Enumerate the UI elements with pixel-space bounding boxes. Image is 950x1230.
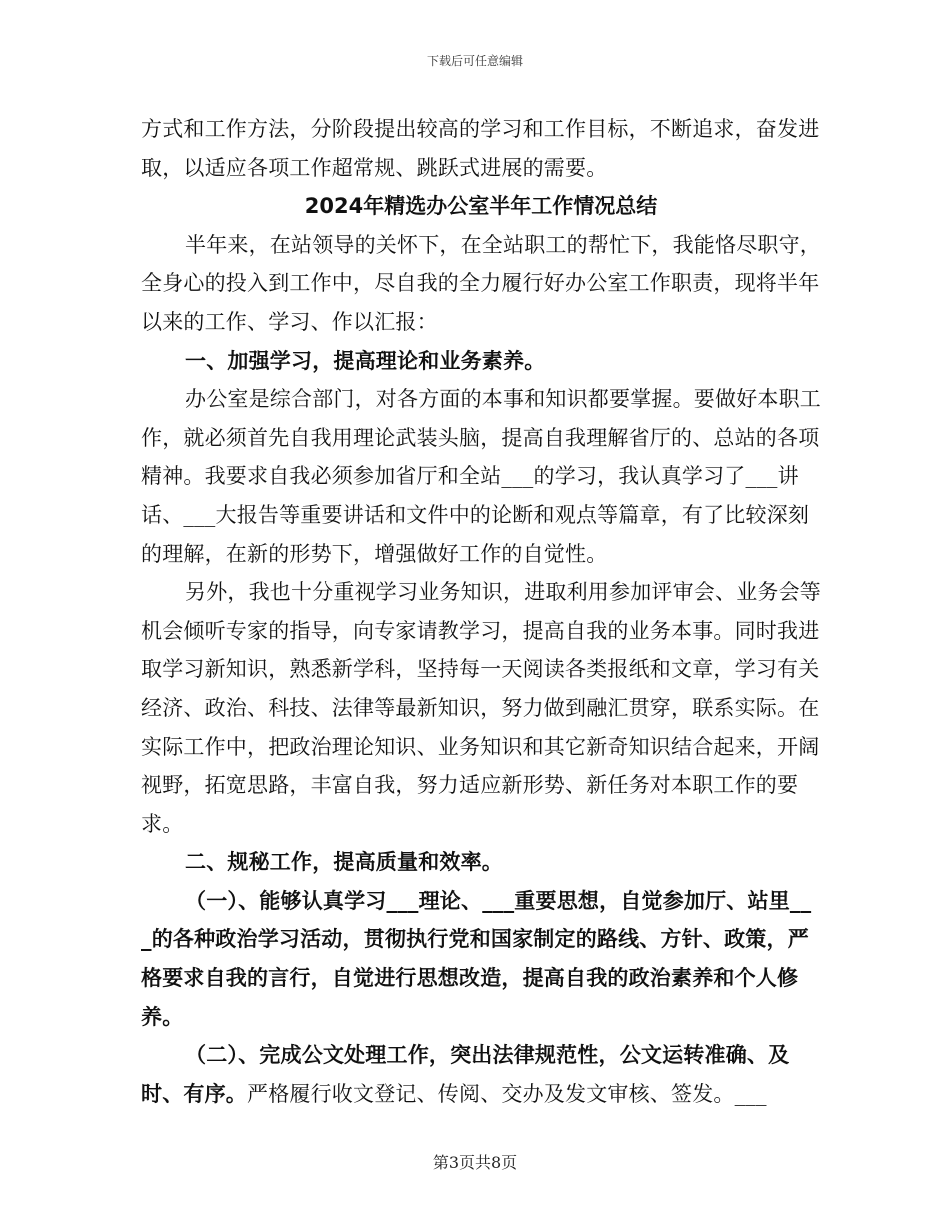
opening-paragraph: 半年来，在站领导的关怀下，在全站职工的帮忙下，我能恪尽职守，全身心的投入到工作中，尽自我的全力履行好办公室工作职责，现将半年以来的工作、学习、作以汇报： [141, 232, 821, 334]
page-number: 第3页共8页 [432, 1153, 518, 1172]
intro-paragraph: 方式和工作方法，分阶段提出较高的学习和工作目标，不断追求，奋发进取，以适应各项工作超常规、跳跃式进展的需要。 [141, 117, 820, 180]
paragraph-3: （一）、能够认真学习___理论、___重要思想，自觉参加厅、站里___的各种政治学习活动，贯彻执行党和国家制定的路线、方针、政策，严格要求自我的言行，自觉进行思想改造，提高自我的政治素养和个人修养。 [141, 887, 812, 1029]
paragraph-4-bold-lead: （二）、完成公文处理工作，突出法律规范性，公文运转准确、及时、有序。 [141, 1042, 790, 1106]
paragraph-4-text: 严格履行收文登记、传阅、交办及发文审核、签发。___ [247, 1081, 767, 1106]
document-body [141, 110, 821, 1113]
paragraph-1: 办公室是综合部门，对各方面的本事和知识都要掌握。要做好本职工作，就必须首先自我用理论武装头脑，提高自我理解省厅的、总站的各项精神。我要求自我必须参加省厅和全站___的学习，我认真学习了___讲话、___大报告等重要讲话和文件中的论断和观点等篇章，有了比较深刻的理解，在新的形势下，增强做好工作的自觉性。 [141, 387, 821, 566]
paragraph-2: 另外，我也十分重视学习业务知识，进取利用参加评审会、业务会等机会倾听专家的指导，向专家请教学习，提高自我的业务本事。同时我进取学习新知识，熟悉新学科，坚持每一天阅读各类报纸和文章，学习有关经济、政治、科技、法律等最新知识，努力做到融汇贯穿，联系实际。在实际工作中，把政治理论知识、业务知识和其它新奇知识结合起来，开阔视野，拓宽思路，丰富自我，努力适应新形势、新任务对本职工作的要求。 [141, 580, 821, 836]
paragraph-4 [141, 1036, 821, 1113]
section-heading-2: 二、规秘工作，提高质量和效率。 [185, 849, 503, 875]
document-title: 2024年精选办公室半年工作情况总结 [304, 194, 658, 219]
section-heading-1: 一、加强学习，提高理论和业务素养。 [185, 347, 546, 373]
page-header: 下载后可任意编辑 [426, 54, 523, 68]
